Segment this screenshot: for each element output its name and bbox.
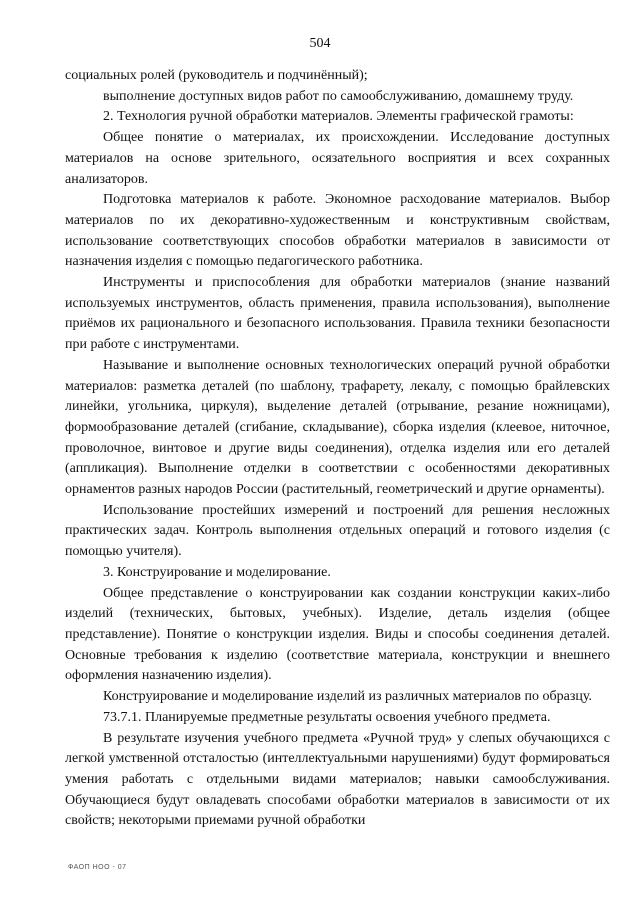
paragraph: Конструирование и моделирование изделий из различных материалов по образцу. — [103, 689, 592, 705]
paragraph: Общее понятие о материалах, их происхождении. Исследование доступных материалов на основе зрительного, осязательного восприятия и всех сохранных анализаторов. — [65, 130, 610, 187]
paragraph: В результате изучения учебного предмета «Ручной труд» у слепых обучающихся с легкой умственной отсталостью (интеллектуальными нарушениями) будут формироваться умения работать с отдельными видами материалов; навыки самообслуживания. Обучающиеся будут овладевать способами обработки материалов в зависимости от их свойств; некоторыми приемами ручной обработки — [65, 730, 610, 829]
paragraph: Подготовка материалов к работе. Экономное расходование материалов. Выбор материалов по их декоративно-художественным и конструктивным свойствам, использование соответствующих способов обработки материалов в зависимости от назначения изделия с помощью педагогического работника. — [65, 192, 610, 270]
section-heading: 73.7.1. Планируемые предметные результаты освоения учебного предмета. — [103, 709, 551, 725]
paragraph: Общее представление о конструировании как создании конструкции каких-либо изделий (технических, бытовых, учебных). Изделие, деталь изделия (общее представление). Понятие о конструкции изделия. Виды и способы соединения деталей. Основные требования к изделию (соответствие материала, конструкции и внешнего оформления назначению изделия). — [65, 585, 610, 684]
page-number: 504 — [309, 36, 331, 51]
paragraph: Инструменты и приспособления для обработки материалов (знание названий используемых инструментов, область применения, правила использования), выполнение приёмов их рационального и безопасного использования. Правила техники безопасности при работе с инструментами. — [65, 275, 610, 353]
paragraph: Использование простейших измерений и построений для решения несложных практических задач. Контроль выполнения отдельных операций и готового изделия (с помощью учителя). — [65, 502, 610, 560]
paragraph: Называние и выполнение основных технологических операций ручной обработки материалов: разметка деталей (по шаблону, трафарету, лекалу, с помощью брайлевских линейки, угольника, циркуля), выделение деталей (отрывание, резание ножницами), формообразование деталей (сгибание, складывание), сборка изделия (клеевое, ниточное, проволочное, винтовое и другие виды соединения), отделка изделия или его деталей (аппликация). Выполнение отделки в соответствии с особенностями декоративных орнаментов разных народов России (растительный, геометрический и другие орнаменты). — [65, 357, 610, 498]
paragraph: социальных ролей (руководитель и подчинённый); — [65, 68, 368, 83]
paragraph: 2. Технология ручной обработки материалов. Элементы графической грамоты: — [103, 109, 574, 125]
paragraph: выполнение доступных видов работ по самообслуживанию, домашнему труду. — [103, 88, 574, 104]
footer-mark: ФАОП НОО - 07 — [68, 864, 127, 871]
section-heading: 3. Конструирование и моделирование. — [103, 564, 331, 580]
body-text — [65, 66, 610, 832]
